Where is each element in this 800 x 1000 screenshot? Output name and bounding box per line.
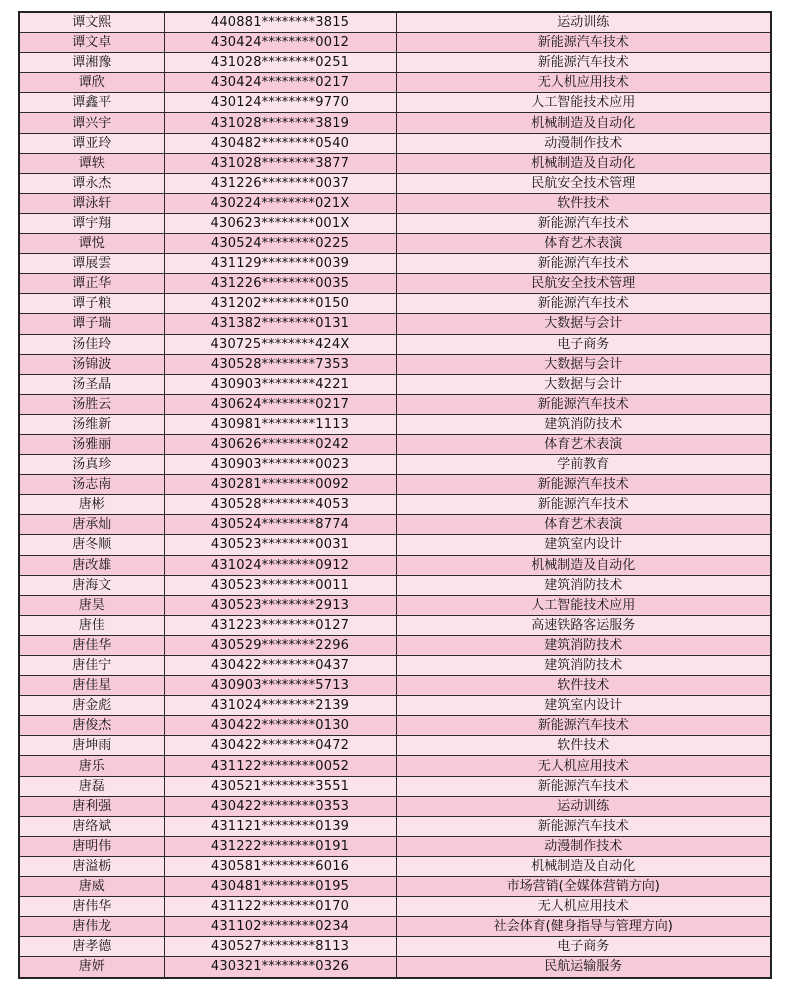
major-cell: 大数据与会计: [396, 354, 771, 374]
major-cell: 无人机应用技术: [396, 73, 771, 93]
table-row: [19, 274, 771, 294]
major-cell: 社会体育(健身指导与管理方向): [396, 917, 771, 937]
table-row: [19, 213, 771, 233]
id-number-cell: 430903********4221: [164, 374, 396, 394]
major-cell: 大数据与会计: [396, 374, 771, 394]
id-number-cell: 430903********5713: [164, 676, 396, 696]
major-cell: 民航安全技术管理: [396, 173, 771, 193]
table-row: [19, 153, 771, 173]
student-name-cell: 唐明伟: [19, 836, 164, 856]
major-cell: 无人机应用技术: [396, 756, 771, 776]
student-name-cell: 唐海文: [19, 575, 164, 595]
id-number-cell: 430482********0540: [164, 133, 396, 153]
student-name-cell: 唐佳华: [19, 635, 164, 655]
id-number-cell: 430481********0195: [164, 877, 396, 897]
major-cell: 体育艺术表演: [396, 234, 771, 254]
table-row: [19, 434, 771, 454]
major-cell: 无人机应用技术: [396, 897, 771, 917]
student-name-cell: 唐伟华: [19, 897, 164, 917]
student-name-cell: 谭欣: [19, 73, 164, 93]
student-name-cell: 谭兴宇: [19, 113, 164, 133]
id-number-cell: 430524********0225: [164, 234, 396, 254]
student-name-cell: 谭子瑞: [19, 314, 164, 334]
table-row: [19, 334, 771, 354]
id-number-cell: 430281********0092: [164, 475, 396, 495]
student-name-cell: 唐彬: [19, 495, 164, 515]
student-name-cell: 谭悦: [19, 234, 164, 254]
major-cell: 人工智能技术应用: [396, 595, 771, 615]
table-row: [19, 475, 771, 495]
student-name-cell: 汤锦波: [19, 354, 164, 374]
id-number-cell: 430725********424X: [164, 334, 396, 354]
id-number-cell: 431024********0912: [164, 555, 396, 575]
major-cell: 建筑室内设计: [396, 535, 771, 555]
table-row: [19, 736, 771, 756]
student-name-cell: 谭鑫平: [19, 93, 164, 113]
id-number-cell: 431122********0052: [164, 756, 396, 776]
id-number-cell: 430981********1113: [164, 414, 396, 434]
student-name-cell: 唐改雄: [19, 555, 164, 575]
student-name-cell: 谭宇翔: [19, 213, 164, 233]
id-number-cell: 431102********0234: [164, 917, 396, 937]
table-row: [19, 193, 771, 213]
id-number-cell: 430528********7353: [164, 354, 396, 374]
table-row: [19, 394, 771, 414]
id-number-cell: 430424********0217: [164, 73, 396, 93]
student-name-cell: 唐承灿: [19, 515, 164, 535]
student-name-cell: 谭子粮: [19, 294, 164, 314]
student-name-cell: 唐威: [19, 877, 164, 897]
major-cell: 软件技术: [396, 736, 771, 756]
major-cell: 建筑消防技术: [396, 635, 771, 655]
major-cell: 市场营销(全媒体营销方向): [396, 877, 771, 897]
major-cell: 运动训练: [396, 796, 771, 816]
student-name-cell: 谭文卓: [19, 33, 164, 53]
student-name-cell: 汤维新: [19, 414, 164, 434]
id-number-cell: 431024********2139: [164, 696, 396, 716]
major-cell: 建筑消防技术: [396, 414, 771, 434]
table-row: [19, 696, 771, 716]
student-name-cell: 唐俊杰: [19, 716, 164, 736]
table-row: [19, 595, 771, 615]
id-number-cell: 430903********0023: [164, 455, 396, 475]
major-cell: 建筑消防技术: [396, 656, 771, 676]
table-row: [19, 113, 771, 133]
id-number-cell: 430528********4053: [164, 495, 396, 515]
student-name-cell: 谭泳轩: [19, 193, 164, 213]
major-cell: 高速铁路客运服务: [396, 615, 771, 635]
table-row: [19, 716, 771, 736]
id-number-cell: 431223********0127: [164, 615, 396, 635]
table-row: [19, 656, 771, 676]
major-cell: 新能源汽车技术: [396, 716, 771, 736]
major-cell: 机械制造及自动化: [396, 856, 771, 876]
major-cell: 动漫制作技术: [396, 836, 771, 856]
table-row: [19, 957, 771, 978]
id-number-cell: 430521********3551: [164, 776, 396, 796]
student-name-cell: 唐佳: [19, 615, 164, 635]
major-cell: 新能源汽车技术: [396, 816, 771, 836]
table-row: [19, 455, 771, 475]
table-row: [19, 635, 771, 655]
roster-table: [18, 11, 772, 979]
id-number-cell: 431122********0170: [164, 897, 396, 917]
major-cell: 大数据与会计: [396, 314, 771, 334]
table-row: [19, 575, 771, 595]
major-cell: 机械制造及自动化: [396, 555, 771, 575]
major-cell: 机械制造及自动化: [396, 113, 771, 133]
table-row: [19, 495, 771, 515]
student-name-cell: 唐妍: [19, 957, 164, 978]
id-number-cell: 431028********3819: [164, 113, 396, 133]
major-cell: 学前教育: [396, 455, 771, 475]
student-name-cell: 唐乐: [19, 756, 164, 776]
major-cell: 动漫制作技术: [396, 133, 771, 153]
student-name-cell: 唐利强: [19, 796, 164, 816]
table-row: [19, 897, 771, 917]
table-row: [19, 12, 771, 33]
table-row: [19, 555, 771, 575]
table-row: [19, 374, 771, 394]
table-row: [19, 173, 771, 193]
table-row: [19, 776, 771, 796]
major-cell: 民航安全技术管理: [396, 274, 771, 294]
table-row: [19, 53, 771, 73]
table-row: [19, 856, 771, 876]
id-number-cell: 431028********3877: [164, 153, 396, 173]
major-cell: 电子商务: [396, 334, 771, 354]
id-number-cell: 430626********0242: [164, 434, 396, 454]
id-number-cell: 431222********0191: [164, 836, 396, 856]
major-cell: 体育艺术表演: [396, 434, 771, 454]
student-name-cell: 汤佳玲: [19, 334, 164, 354]
id-number-cell: 431382********0131: [164, 314, 396, 334]
id-number-cell: 430581********6016: [164, 856, 396, 876]
major-cell: 电子商务: [396, 937, 771, 957]
table-row: [19, 796, 771, 816]
id-number-cell: 431129********0039: [164, 254, 396, 274]
major-cell: 民航运输服务: [396, 957, 771, 978]
id-number-cell: 430524********8774: [164, 515, 396, 535]
major-cell: 机械制造及自动化: [396, 153, 771, 173]
table-row: [19, 414, 771, 434]
id-number-cell: 430523********2913: [164, 595, 396, 615]
major-cell: 新能源汽车技术: [396, 495, 771, 515]
student-name-cell: 唐冬顺: [19, 535, 164, 555]
table-row: [19, 254, 771, 274]
id-number-cell: 431226********0035: [164, 274, 396, 294]
major-cell: 新能源汽车技术: [396, 213, 771, 233]
table-row: [19, 314, 771, 334]
major-cell: 新能源汽车技术: [396, 33, 771, 53]
table-row: [19, 294, 771, 314]
major-cell: 软件技术: [396, 676, 771, 696]
student-name-cell: 唐坤雨: [19, 736, 164, 756]
student-name-cell: 唐磊: [19, 776, 164, 796]
student-name-cell: 谭正华: [19, 274, 164, 294]
student-name-cell: 谭永杰: [19, 173, 164, 193]
major-cell: 运动训练: [396, 12, 771, 33]
table-row: [19, 133, 771, 153]
student-name-cell: 唐孝德: [19, 937, 164, 957]
table-row: [19, 234, 771, 254]
major-cell: 人工智能技术应用: [396, 93, 771, 113]
student-name-cell: 谭轶: [19, 153, 164, 173]
student-name-cell: 汤胜云: [19, 394, 164, 414]
table-row: [19, 535, 771, 555]
id-number-cell: 430422********0353: [164, 796, 396, 816]
table-row: [19, 615, 771, 635]
table-row: [19, 354, 771, 374]
student-name-cell: 唐昊: [19, 595, 164, 615]
student-name-cell: 唐溢栃: [19, 856, 164, 876]
student-name-cell: 谭湘豫: [19, 53, 164, 73]
id-number-cell: 430124********9770: [164, 93, 396, 113]
table-row: [19, 816, 771, 836]
table-row: [19, 756, 771, 776]
id-number-cell: 430422********0130: [164, 716, 396, 736]
id-number-cell: 431028********0251: [164, 53, 396, 73]
table-row: [19, 73, 771, 93]
major-cell: 新能源汽车技术: [396, 294, 771, 314]
id-number-cell: 431121********0139: [164, 816, 396, 836]
table-row: [19, 93, 771, 113]
table-row: [19, 515, 771, 535]
student-name-cell: 唐伟龙: [19, 917, 164, 937]
id-number-cell: 430523********0031: [164, 535, 396, 555]
table-row: [19, 917, 771, 937]
student-name-cell: 唐金彪: [19, 696, 164, 716]
major-cell: 新能源汽车技术: [396, 776, 771, 796]
roster-body: [19, 12, 771, 978]
id-number-cell: 430224********021X: [164, 193, 396, 213]
table-row: [19, 877, 771, 897]
major-cell: 新能源汽车技术: [396, 394, 771, 414]
student-name-cell: 谭亚玲: [19, 133, 164, 153]
id-number-cell: 430623********001X: [164, 213, 396, 233]
major-cell: 体育艺术表演: [396, 515, 771, 535]
table-row: [19, 836, 771, 856]
id-number-cell: 430624********0217: [164, 394, 396, 414]
major-cell: 建筑消防技术: [396, 575, 771, 595]
table-row: [19, 676, 771, 696]
student-name-cell: 唐佳星: [19, 676, 164, 696]
major-cell: 新能源汽车技术: [396, 254, 771, 274]
id-number-cell: 440881********3815: [164, 12, 396, 33]
student-name-cell: 汤志南: [19, 475, 164, 495]
id-number-cell: 431226********0037: [164, 173, 396, 193]
major-cell: 建筑室内设计: [396, 696, 771, 716]
id-number-cell: 430321********0326: [164, 957, 396, 978]
id-number-cell: 430527********8113: [164, 937, 396, 957]
student-name-cell: 汤雅丽: [19, 434, 164, 454]
id-number-cell: 430422********0437: [164, 656, 396, 676]
table-row: [19, 33, 771, 53]
table-row: [19, 937, 771, 957]
id-number-cell: 430523********0011: [164, 575, 396, 595]
major-cell: 新能源汽车技术: [396, 53, 771, 73]
student-name-cell: 谭文熙: [19, 12, 164, 33]
student-name-cell: 汤真珍: [19, 455, 164, 475]
id-number-cell: 430529********2296: [164, 635, 396, 655]
student-name-cell: 唐佳宁: [19, 656, 164, 676]
major-cell: 新能源汽车技术: [396, 475, 771, 495]
id-number-cell: 430424********0012: [164, 33, 396, 53]
major-cell: 软件技术: [396, 193, 771, 213]
student-name-cell: 唐络斌: [19, 816, 164, 836]
student-name-cell: 谭展雲: [19, 254, 164, 274]
id-number-cell: 431202********0150: [164, 294, 396, 314]
student-name-cell: 汤圣晶: [19, 374, 164, 394]
id-number-cell: 430422********0472: [164, 736, 396, 756]
